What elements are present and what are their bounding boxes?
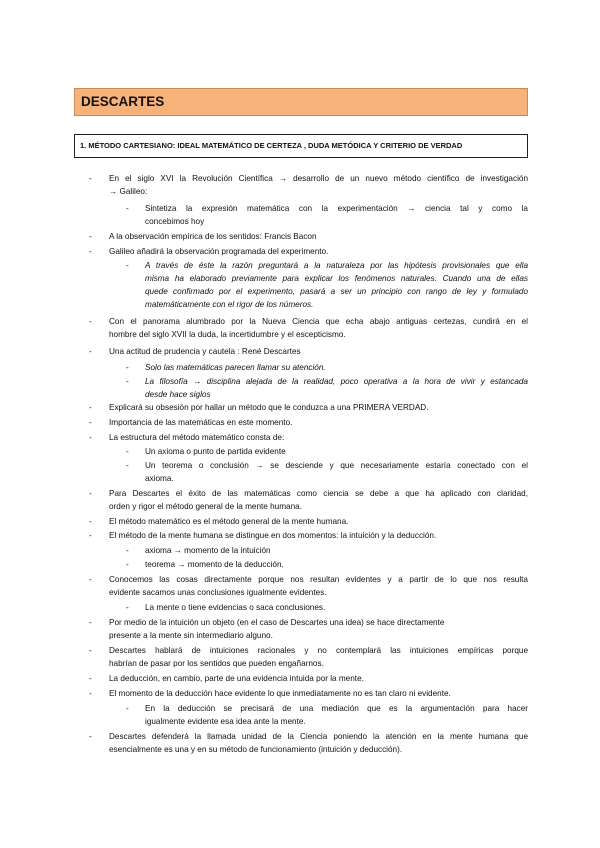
text-line: esencialmente es una y en su método de funcionamiento (intuición y deducción). — [109, 745, 403, 754]
text-line: Descartes defenderá la llamada unidad de la Ciencia poniendo la atención en la mente humana que — [109, 732, 528, 741]
text-line: Por medio de la intuición un objeto (en el caso de Descartes una idea) se hace directamente — [109, 618, 445, 627]
text-line: Explicará su obsesión por hallar un método que le conduzca a una PRIMERA VERDAD. — [109, 403, 429, 412]
text-line: El método de la mente humana se distingue en dos momentos: la intuición y la deducción. — [109, 531, 437, 540]
bullet-dash: - — [126, 363, 129, 372]
text-line: A través de éste la razón preguntará a la naturaleza por las hipótesis provisionales que ella — [145, 261, 528, 270]
bullet-dash: - — [89, 174, 92, 183]
bullet-dash: - — [126, 377, 129, 386]
text-line: Galileo añadirá la observación programada del experimento. — [109, 247, 329, 256]
text-line: Un axioma o punto de partida evidente — [145, 447, 286, 456]
text-line: La estructura del método matemático consta de: — [109, 433, 285, 442]
page-title: DESCARTES — [81, 94, 165, 109]
text-line: → Galileo: — [109, 187, 148, 196]
bullet-dash: - — [126, 204, 129, 213]
text-line: concebimos hoy — [145, 217, 205, 226]
text-line: teorema → momento de la deducción. — [145, 560, 284, 569]
text-line: axioma → momento de la intuición — [145, 546, 271, 555]
text-line: La deducción, en cambio, parte de una evidencia intuida por la mente. — [109, 674, 364, 683]
bullet-dash: - — [89, 489, 92, 498]
bullet-dash: - — [126, 603, 129, 612]
bullet-dash: - — [126, 447, 129, 456]
text-line: La mente o tiene evidencias o saca conclusiones. — [145, 603, 326, 612]
text-line: Descartes hablará de intuiciones racionales y no contemplará las intuiciones empíricas porque — [109, 646, 528, 655]
text-line: Una actitud de prudencia y cautela : René Descartes — [109, 347, 301, 356]
text-line: hombre del siglo XVII la duda, la incertidumbre y el escepticismo. — [109, 330, 346, 339]
bullet-dash: - — [89, 575, 92, 584]
bullet-dash: - — [89, 689, 92, 698]
text-line: igualmente evidente esa idea ante la mente. — [145, 717, 306, 726]
text-line: Para Descartes el éxito de las matemáticas como ciencia se debe a que ha aplicado con claridad, — [109, 489, 528, 498]
text-line: matemáticamente con el rigor de los números. — [145, 300, 314, 309]
bullet-dash: - — [126, 560, 129, 569]
bullet-dash: - — [89, 517, 92, 526]
bullet-dash: - — [89, 646, 92, 655]
text-line: Importancia de las matemáticas en este momento. — [109, 418, 293, 427]
text-line: habrían de pasar por los sentidos que pueden engañarnos. — [109, 659, 324, 668]
bullet-dash: - — [89, 403, 92, 412]
text-line: La filosofía → disciplina alejada de la realidad, poco operativa a la hora de vivir y estancada — [145, 377, 528, 386]
bullet-dash: - — [126, 546, 129, 555]
bullet-dash: - — [89, 317, 92, 326]
bullet-dash: - — [89, 247, 92, 256]
text-line: desde hace siglos — [145, 390, 211, 399]
bullet-dash: - — [126, 261, 129, 270]
text-line: orden y rigor el método general de la mente humana. — [109, 502, 302, 511]
bullet-dash: - — [89, 732, 92, 741]
bullet-dash: - — [89, 347, 92, 356]
bullet-dash: - — [89, 418, 92, 427]
text-line: A la observación empírica de los sentidos: Francis Bacon — [109, 232, 317, 241]
text-line: quede confirmado por el experimento, pasará a ser un principio con rango de ley y formulado — [145, 287, 528, 296]
text-line: En el siglo XVI la Revolución Científica → desarrollo de un nuevo método científico de investigación — [109, 174, 528, 183]
bullet-dash: - — [89, 232, 92, 241]
text-line: Con el panorama alumbrado por la Nueva Ciencia que echa abajo antiguas certezas, cundirá en el — [109, 317, 528, 326]
bullet-dash: - — [126, 461, 129, 470]
text-line: Conocemos las cosas directamente porque nos resultan evidentes y a partir de lo que nos resulta — [109, 575, 528, 584]
text-line: El método matemático es el método general de la mente humana. — [109, 517, 349, 526]
bullet-dash: - — [89, 433, 92, 442]
section-heading: 1. MÉTODO CARTESIANO: IDEAL MATEMÁTICO DE CERTEZA , DUDA METÓDICA Y CRITERIO DE VERDAD — [80, 141, 463, 150]
text-line: El momento de la deducción hace evidente lo que inmediatamente no es tan claro ni evidente. — [109, 689, 451, 698]
text-line: En la deducción se precisará de una mediación que es la argumentación para hacer — [145, 704, 528, 713]
text-line: Solo las matemáticas parecen llamar su atención. — [145, 363, 326, 372]
text-line: presente a la mente sin intermediario alguno. — [109, 631, 273, 640]
text-line: axioma. — [145, 474, 174, 483]
bullet-dash: - — [126, 704, 129, 713]
text-line: Sintetiza la expresión matemática con la experimentación → ciencia tal y como la — [145, 204, 528, 213]
text-line: misma ha elaborado previamente para explicar los fenómenos naturales. Cuando una de ellas — [145, 274, 528, 283]
text-line: Un teorema o conclusión → se desciende y que necesariamente estaría conectado con el — [145, 461, 528, 470]
text-line: evidente sacamos unas conclusiones igualmente evidentes. — [109, 588, 327, 597]
bullet-dash: - — [89, 674, 92, 683]
bullet-dash: - — [89, 618, 92, 627]
bullet-dash: - — [89, 531, 92, 540]
